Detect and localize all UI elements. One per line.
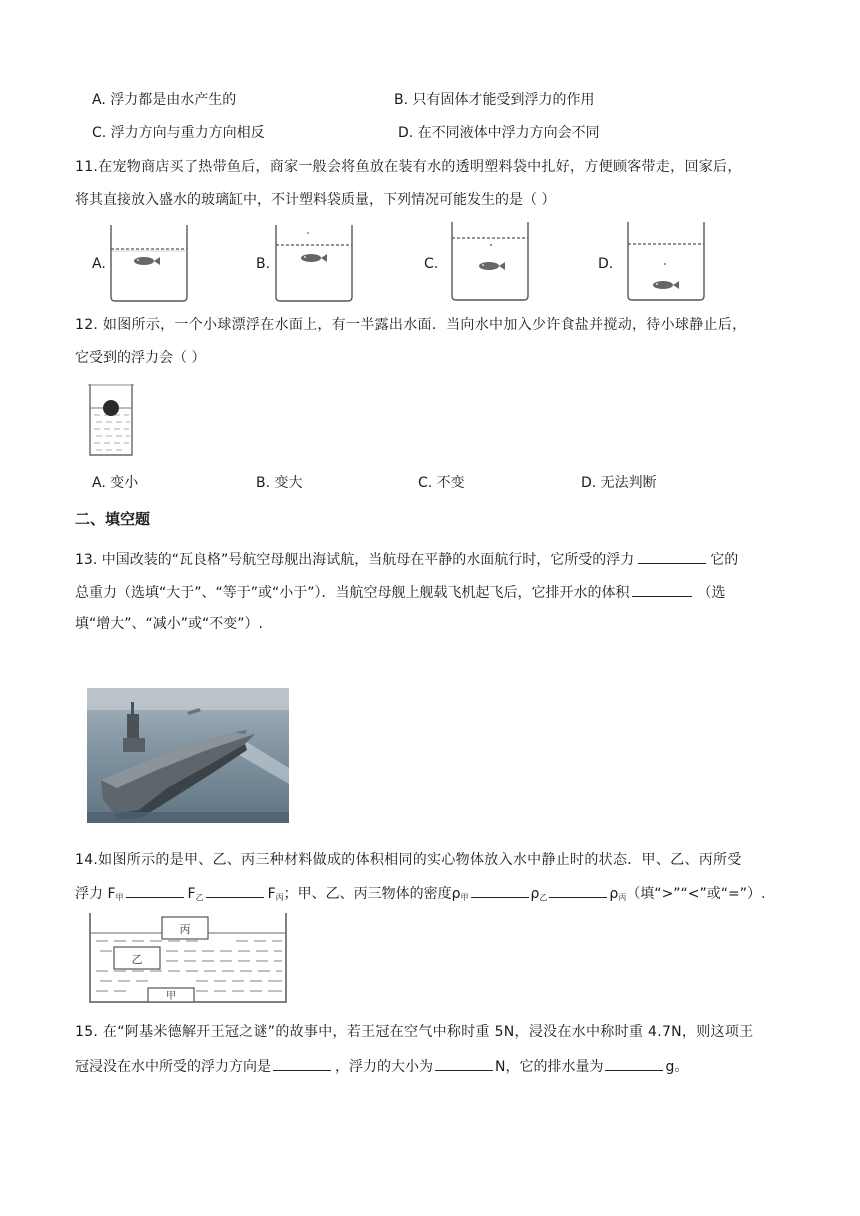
q15-blank-direction[interactable]	[273, 1058, 331, 1071]
q14-blank-1[interactable]	[126, 885, 184, 898]
block-yi-label: 乙	[131, 953, 143, 966]
aircraft-carrier-photo	[87, 688, 289, 823]
q12-option-d: D. 无法判断	[581, 475, 657, 491]
q14-text-line2: 浮力 $F_甲$ $F_乙$ $F_丙$；甲、乙、丙三物体的密度$\rho_甲$ $\rho_乙$ $\rho_丙$（填“>”“<”或“=”）.	[75, 886, 766, 902]
q10-option-a: A. 浮力都是由水产生的	[92, 92, 237, 108]
q12-option-a: A. 变小	[92, 475, 139, 491]
q12-option-c: C. 不变	[418, 475, 465, 491]
q11-text-line1: 11.在宠物商店买了热带鱼后，商家一般会将鱼放在装有水的透明塑料袋中扎好，方便顾客带走，回家后，	[75, 159, 742, 175]
q14-text-line1: 14.如图所示的是甲、乙、丙三种材料做成的体积相同的实心物体放入水中静止时的状态．甲、乙、丙所受	[75, 852, 742, 868]
q11-figure-d	[625, 222, 707, 302]
q12-text-line2: 它受到的浮力会（ ）	[75, 350, 206, 366]
section-heading: 二、填空题	[75, 510, 151, 528]
fish-icon	[134, 257, 160, 265]
floating-ball	[103, 400, 119, 416]
fish-icon	[653, 281, 679, 289]
q12-text-line1: 12. 如图所示，一个小球漂浮在水面上，有一半露出水面．当向水中加入少许食盐并搅动，待小球静止后，	[75, 317, 747, 333]
q14-blank-3[interactable]	[471, 885, 529, 898]
fish-icon	[301, 254, 327, 262]
q11-figure-b	[273, 225, 355, 303]
fish-icon	[479, 262, 505, 270]
q11-option-c-label: C.	[424, 256, 439, 272]
q14-blank-2[interactable]	[206, 885, 264, 898]
q10-option-d: D. 在不同液体中浮力方向会不同	[398, 125, 600, 141]
q10-option-b: B. 只有固体才能受到浮力的作用	[394, 92, 595, 108]
q13-text-line2: 总重力（选填“大于”、“等于”或“小于”）．当航空母舰上舰载飞机起飞后，它排开水的体积 （选	[75, 585, 726, 601]
q13-blank-2[interactable]	[632, 584, 692, 597]
q13-blank-1[interactable]	[638, 551, 706, 564]
q11-figure-c	[449, 222, 531, 302]
q10-option-c: C. 浮力方向与重力方向相反	[92, 125, 265, 141]
q11-option-d-label: D.	[598, 256, 614, 272]
q14-blank-4[interactable]	[549, 885, 607, 898]
q11-option-a-label: A.	[92, 256, 106, 272]
block-jia-label: 甲	[166, 991, 176, 1002]
q15-blank-displacement[interactable]	[605, 1058, 663, 1071]
q12-option-b: B. 变大	[256, 475, 303, 491]
q15-text-line2: 冠浸没在水中所受的浮力方向是 ，浮力的大小为 N，它的排水量为 g。	[75, 1059, 689, 1075]
q11-figure-a	[108, 225, 190, 303]
q11-text-line2: 将其直接放入盛水的玻璃缸中，不计塑料袋质量，下列情况可能发生的是（ ）	[75, 192, 556, 208]
block-bing-label: 丙	[179, 923, 191, 936]
q14-tank-figure	[86, 913, 290, 1005]
q15-blank-magnitude[interactable]	[435, 1058, 493, 1071]
q11-option-b-label: B.	[256, 256, 271, 272]
q13-text-line1: 13. 中国改装的“瓦良格”号航空母舰出海试航，当航母在平静的水面航行时，它所受的浮力 它的	[75, 552, 739, 568]
q13-text-line3: 填“增大”、“减小”或“不变”）.	[75, 616, 263, 632]
q12-beaker-figure	[86, 384, 136, 458]
q15-text-line1: 15. 在“阿基米德解开王冠之谜”的故事中，若王冠在空气中称时重 5N，浸没在水中称时重 4.7N，则这项王	[75, 1024, 754, 1040]
